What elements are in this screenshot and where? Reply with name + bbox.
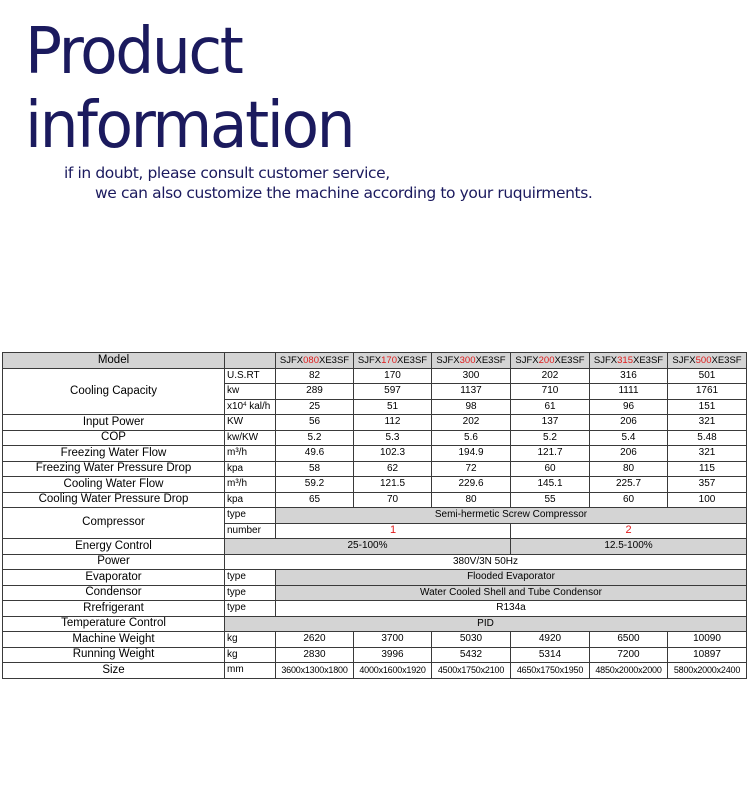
temperature-control-row (3, 616, 747, 632)
value-cell: 6500 (590, 632, 668, 648)
freezing-water-flow-row (3, 446, 747, 462)
unit-cell: kw (225, 384, 276, 400)
row-label: Freezing Water Flow (3, 446, 225, 462)
unit-cell: type (225, 601, 276, 617)
page-title-line-2: information (25, 89, 354, 163)
input-power-row (3, 415, 747, 431)
row-label: Energy Control (3, 539, 225, 555)
unit-cell: mm (225, 663, 276, 679)
condensor-row (3, 585, 747, 601)
product-spec-table (2, 352, 747, 679)
cooling-capacity-row (3, 368, 747, 384)
value-cell: 4850x2000x2000 (590, 663, 668, 679)
value-cell: 25 (276, 399, 354, 415)
cooling-water-flow-row (3, 477, 747, 493)
value-cell: 4920 (511, 632, 590, 648)
value-cell: 5.48 (668, 430, 747, 446)
unit-cell: kg (225, 632, 276, 648)
unit-cell: m³/h (225, 477, 276, 493)
unit-cell: $x10^4$ kal/h (225, 399, 276, 415)
value-cell: 300 (432, 368, 511, 384)
value-cell: 225.7 (590, 477, 668, 493)
value-cell: 49.6 (276, 446, 354, 462)
row-label: Freezing Water Pressure Drop (3, 461, 225, 477)
model-header-row (3, 353, 747, 369)
model-name: SJFX080XE3SF (276, 353, 354, 369)
value-cell: 59.2 (276, 477, 354, 493)
value-cell: 145.1 (511, 477, 590, 493)
value-cell: 51 (354, 399, 432, 415)
value-cell: 62 (354, 461, 432, 477)
row-label: COP (3, 430, 225, 446)
cop-row (3, 430, 747, 446)
power-row (3, 554, 747, 570)
compressor-number-b: 2 (511, 523, 747, 539)
refrigerant-row (3, 601, 747, 617)
page-title-line-1: Product (25, 15, 242, 89)
value-cell: 3700 (354, 632, 432, 648)
unit-cell: KW (225, 415, 276, 431)
value-cell: 137 (511, 415, 590, 431)
value-cell: 98 (432, 399, 511, 415)
machine-weight-row (3, 632, 747, 648)
unit-cell: kg (225, 647, 276, 663)
value-cell: 321 (668, 415, 747, 431)
value-cell: 194.9 (432, 446, 511, 462)
value-cell: 2620 (276, 632, 354, 648)
value-cell: 5.6 (432, 430, 511, 446)
row-label: Evaporator (3, 570, 225, 586)
value-cell: 710 (511, 384, 590, 400)
value-cell: 316 (590, 368, 668, 384)
value-cell: 115 (668, 461, 747, 477)
row-label: Input Power (3, 415, 225, 431)
value-cell: 70 (354, 492, 432, 508)
value-cell: 80 (590, 461, 668, 477)
running-weight-row (3, 647, 747, 663)
temperature-control-value: PID (225, 616, 747, 632)
model-unit-blank (225, 353, 276, 369)
row-label: Running Weight (3, 647, 225, 663)
value-cell: 1111 (590, 384, 668, 400)
energy-control-value-a: 25-100% (225, 539, 511, 555)
value-cell: 206 (590, 415, 668, 431)
value-cell: 121.7 (511, 446, 590, 462)
value-cell: 5030 (432, 632, 511, 648)
value-cell: 3600x1300x1800 (276, 663, 354, 679)
value-cell: 60 (511, 461, 590, 477)
value-cell: 56 (276, 415, 354, 431)
evaporator-value: Flooded Evaporator (276, 570, 747, 586)
model-label: Model (3, 353, 225, 369)
value-cell: 10897 (668, 647, 747, 663)
row-label: Power (3, 554, 225, 570)
value-cell: 5314 (511, 647, 590, 663)
value-cell: 4500x1750x2100 (432, 663, 511, 679)
value-cell: 121.5 (354, 477, 432, 493)
evaporator-row (3, 570, 747, 586)
value-cell: 80 (432, 492, 511, 508)
value-cell: 501 (668, 368, 747, 384)
value-cell: 170 (354, 368, 432, 384)
unit-cell: type (225, 508, 276, 524)
row-label: Condensor (3, 585, 225, 601)
value-cell: 5432 (432, 647, 511, 663)
unit-cell: kpa (225, 461, 276, 477)
unit-cell: kw/KW (225, 430, 276, 446)
compressor-type-row (3, 508, 747, 524)
cooling-capacity-label: Cooling Capacity (3, 368, 225, 415)
row-label: Cooling Water Flow (3, 477, 225, 493)
compressor-number-a: 1 (276, 523, 511, 539)
unit-cell: type (225, 570, 276, 586)
value-cell: 61 (511, 399, 590, 415)
subtitle-line-1: if in doubt, please consult customer service, (64, 164, 390, 182)
row-label: Rrefrigerant (3, 601, 225, 617)
value-cell: 202 (511, 368, 590, 384)
model-name: SJFX300XE3SF (432, 353, 511, 369)
model-name: SJFX200XE3SF (511, 353, 590, 369)
value-cell: 112 (354, 415, 432, 431)
unit-cell: U.S.RT (225, 368, 276, 384)
energy-control-value-b: 12.5-100% (511, 539, 747, 555)
unit-cell: m³/h (225, 446, 276, 462)
value-cell: 55 (511, 492, 590, 508)
model-name: SJFX170XE3SF (354, 353, 432, 369)
value-cell: 206 (590, 446, 668, 462)
value-cell: 151 (668, 399, 747, 415)
value-cell: 102.3 (354, 446, 432, 462)
value-cell: 72 (432, 461, 511, 477)
value-cell: 357 (668, 477, 747, 493)
value-cell: 5.2 (276, 430, 354, 446)
compressor-label: Compressor (3, 508, 225, 539)
value-cell: 10090 (668, 632, 747, 648)
value-cell: 65 (276, 492, 354, 508)
value-cell: 5.3 (354, 430, 432, 446)
value-cell: 5800x2000x2400 (668, 663, 747, 679)
cooling-water-pressure-drop-row (3, 492, 747, 508)
row-label: Machine Weight (3, 632, 225, 648)
value-cell: 60 (590, 492, 668, 508)
unit-cell: number (225, 523, 276, 539)
value-cell: 5.4 (590, 430, 668, 446)
value-cell: 597 (354, 384, 432, 400)
value-cell: 4650x1750x1950 (511, 663, 590, 679)
row-label: Temperature Control (3, 616, 225, 632)
compressor-type-value: Semi-hermetic Screw Compressor (276, 508, 747, 524)
value-cell: 4000x1600x1920 (354, 663, 432, 679)
refrigerant-value: R134a (276, 601, 747, 617)
row-label: Cooling Water Pressure Drop (3, 492, 225, 508)
value-cell: 1761 (668, 384, 747, 400)
model-name: SJFX500XE3SF (668, 353, 747, 369)
unit-cell: kpa (225, 492, 276, 508)
value-cell: 5.2 (511, 430, 590, 446)
power-value: 380V/3N 50Hz (225, 554, 747, 570)
energy-control-row (3, 539, 747, 555)
value-cell: 1137 (432, 384, 511, 400)
condensor-value: Water Cooled Shell and Tube Condensor (276, 585, 747, 601)
freezing-water-pressure-drop-row (3, 461, 747, 477)
value-cell: 96 (590, 399, 668, 415)
unit-cell: type (225, 585, 276, 601)
value-cell: 58 (276, 461, 354, 477)
subtitle-line-2: we can also customize the machine according to your ruquirments. (95, 184, 593, 202)
value-cell: 3996 (354, 647, 432, 663)
value-cell: 229.6 (432, 477, 511, 493)
row-label: Size (3, 663, 225, 679)
size-row (3, 663, 747, 679)
model-name: SJFX315XE3SF (590, 353, 668, 369)
value-cell: 289 (276, 384, 354, 400)
value-cell: 82 (276, 368, 354, 384)
value-cell: 100 (668, 492, 747, 508)
value-cell: 202 (432, 415, 511, 431)
value-cell: 2830 (276, 647, 354, 663)
value-cell: 7200 (590, 647, 668, 663)
value-cell: 321 (668, 446, 747, 462)
